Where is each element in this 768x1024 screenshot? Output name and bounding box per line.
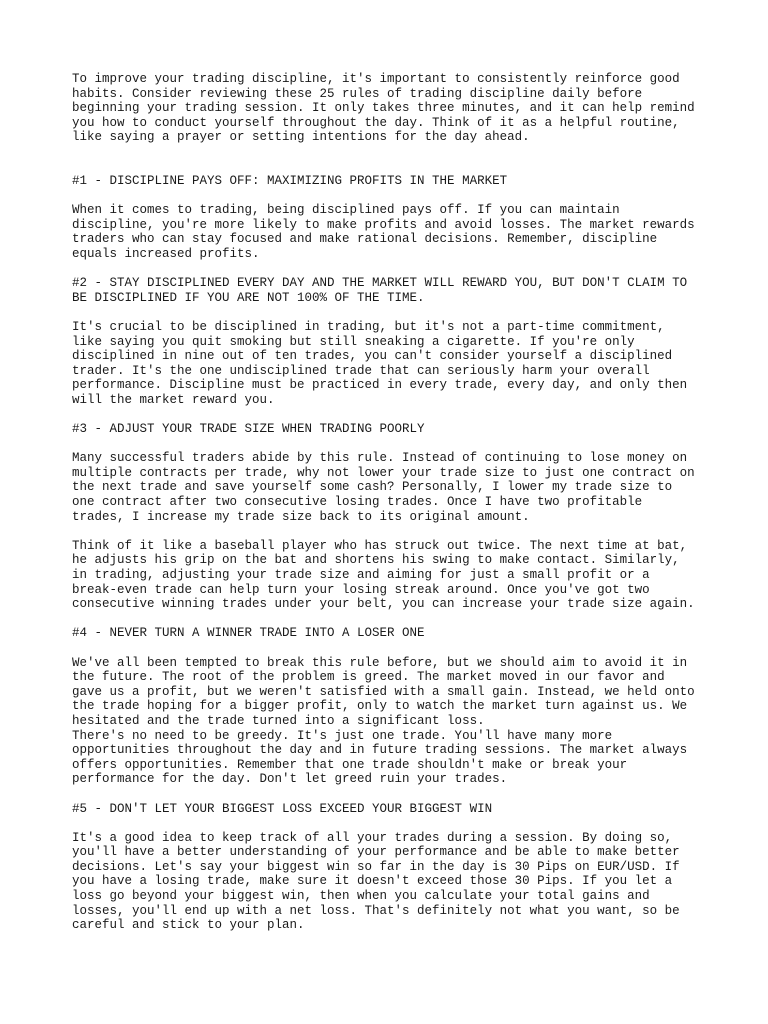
rule-4-heading xyxy=(72,626,712,641)
rule-1-heading xyxy=(72,174,712,189)
rule-2-heading xyxy=(72,276,712,305)
intro-paragraph xyxy=(72,72,712,145)
text-line: When it comes to trading, being disciplined pays off. If you can maintain xyxy=(72,203,620,218)
text-line: traders who can stay focused and make rational decisions. Remember, discipline xyxy=(72,232,658,247)
text-line: multiple contracts per trade, why not lower your trade size to just one contract on xyxy=(72,465,695,480)
text-line: performance for the day. Don't let greed ruin your trades. xyxy=(72,772,508,787)
heading-line: #1 - DISCIPLINE PAYS OFF: MAXIMIZING PROFITS IN THE MARKET xyxy=(72,173,508,188)
text-line: disciplined in nine out of ten trades, you can't consider yourself a disciplined xyxy=(72,349,673,364)
text-line: gave us a profit, but we weren't satisfied with a small gain. Instead, we held onto xyxy=(72,684,695,699)
rule-2-body xyxy=(72,320,712,408)
text-line: loss go beyond your biggest win, then when you calculate your total gains and xyxy=(72,889,650,904)
text-line: beginning your trading session. It only takes three minutes, and it can help remind xyxy=(72,101,695,116)
rule-3-heading xyxy=(72,422,712,437)
rule-3-body xyxy=(72,451,712,524)
text-line: To improve your trading discipline, it's important to consistently reinforce good xyxy=(72,72,680,86)
rule-5-body xyxy=(72,831,712,933)
spacer xyxy=(72,189,712,204)
text-line: in trading, adjusting your trade size and aiming for just a small profit or a xyxy=(72,568,650,582)
text-line: Think of it like a baseball player who has struck out twice. The next time at bat, xyxy=(72,538,688,553)
text-line: the trade hoping for a bigger profit, only to watch the market turn against us. We xyxy=(72,699,688,714)
spacer xyxy=(72,262,712,277)
text-line: you'll have a better understanding of your performance and be able to make better xyxy=(72,845,680,860)
text-line: one contract after two consecutive losing trades. Once I have two profitable xyxy=(72,495,643,510)
text-line: Many successful traders abide by this rule. Instead of continuing to lose money on xyxy=(72,451,688,466)
heading-line: #4 - NEVER TURN A WINNER TRADE INTO A LOSER ONE xyxy=(72,626,425,641)
text-line: like saying you quit smoking but still sneaking a cigarette. If you're only xyxy=(72,334,635,349)
spacer xyxy=(72,305,712,320)
spacer xyxy=(72,787,712,802)
heading-line: #2 - STAY DISCIPLINED EVERY DAY AND THE MARKET WILL REWARD YOU, BUT DON'T CLAIM TO xyxy=(72,276,688,291)
heading-line: #3 - ADJUST YOUR TRADE SIZE WHEN TRADING POORLY xyxy=(72,422,425,437)
text-line: you how to conduct yourself throughout the day. Think of it as a helpful routine, xyxy=(72,115,680,130)
spacer xyxy=(72,641,712,656)
text-line: he adjusts his grip on the bat and shortens his swing to make contact. Similarly, xyxy=(72,553,680,568)
text-line: opportunities throughout the day and in future trading sessions. The market always xyxy=(72,743,688,758)
spacer xyxy=(72,437,712,452)
rule-3-body-2 xyxy=(72,539,712,612)
spacer xyxy=(72,145,712,174)
document-page xyxy=(72,72,712,933)
text-line: consecutive winning trades under your belt, you can increase your trade size again. xyxy=(72,597,695,612)
text-line: habits. Consider reviewing these 25 rules of trading discipline daily before xyxy=(72,86,643,101)
spacer xyxy=(72,612,712,627)
text-line: losses, you'll end up with a net loss. That's definitely not what you want, so be xyxy=(72,903,680,918)
text-line: discipline, you're more likely to make profits and avoid losses. The market rewards xyxy=(72,217,695,232)
text-line: We've all been tempted to break this rule before, but we should aim to avoid it in xyxy=(72,655,688,670)
text-line: the next trade and save yourself some cash? Personally, I lower my trade size to xyxy=(72,480,673,495)
text-line: It's a good idea to keep track of all your trades during a session. By doing so, xyxy=(72,830,673,845)
text-line: offers opportunities. Remember that one trade shouldn't make or break your xyxy=(72,757,628,772)
text-line: the future. The root of the problem is greed. The market moved in our favor and xyxy=(72,670,665,685)
rule-5-heading xyxy=(72,802,712,817)
text-line: careful and stick to your plan. xyxy=(72,918,305,933)
text-line: decisions. Let's say your biggest win so far in the day is 30 Pips on EUR/USD. If xyxy=(72,859,680,874)
text-line: It's crucial to be disciplined in trading, but it's not a part-time commitment, xyxy=(72,319,665,334)
rule-1-body xyxy=(72,203,712,261)
text-line: trades, I increase my trade size back to its original amount. xyxy=(72,509,530,524)
spacer xyxy=(72,407,712,422)
text-line: trader. It's the one undisciplined trade that can seriously harm your overall xyxy=(72,363,650,378)
text-line: performance. Discipline must be practiced in every trade, every day, and only then xyxy=(72,378,688,393)
text-line: equals increased profits. xyxy=(72,246,260,261)
heading-line: BE DISCIPLINED IF YOU ARE NOT 100% OF THE TIME. xyxy=(72,290,425,305)
spacer xyxy=(72,524,712,539)
text-line: you have a losing trade, make sure it doesn't exceed those 30 Pips. If you let a xyxy=(72,874,673,889)
text-line: break-even trade can help turn your losing streak around. Once you've got two xyxy=(72,582,650,597)
heading-line: #5 - DON'T LET YOUR BIGGEST LOSS EXCEED YOUR BIGGEST WIN xyxy=(72,801,493,816)
text-line: There's no need to be greedy. It's just one trade. You'll have many more xyxy=(72,728,613,743)
spacer xyxy=(72,816,712,831)
text-line: hesitated and the trade turned into a significant loss. xyxy=(72,713,485,728)
text-line: like saying a prayer or setting intentions for the day ahead. xyxy=(72,130,530,145)
rule-4-body xyxy=(72,656,712,787)
text-line: will the market reward you. xyxy=(72,392,275,407)
